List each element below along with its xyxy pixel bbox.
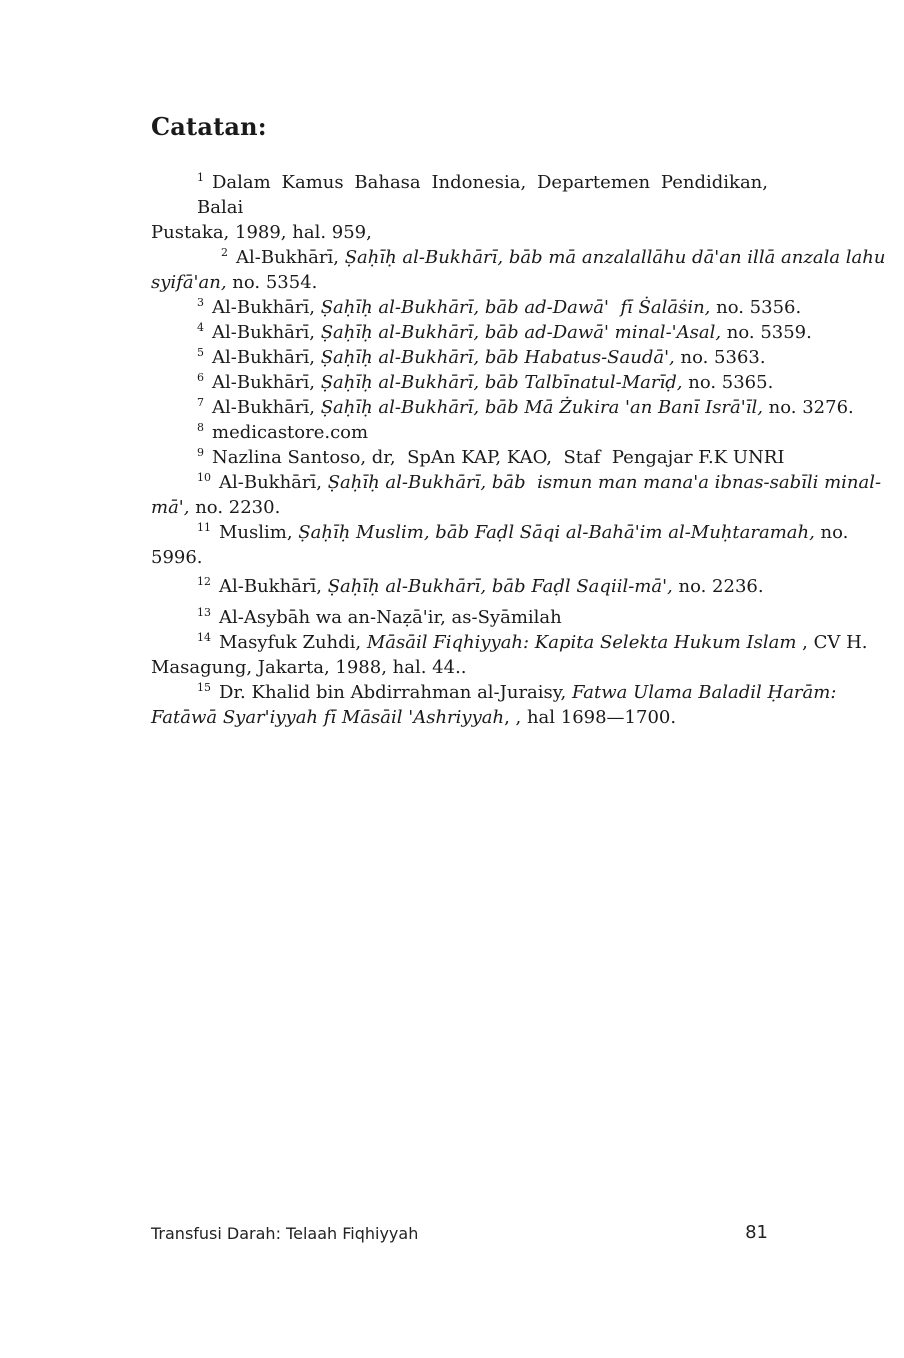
footnote-text: no. 2230. (189, 497, 281, 518)
footnote-text: no. 3276. (762, 397, 854, 418)
footnote-text: Al-Bukhārī, (212, 372, 321, 393)
footnote-title-text: Fatāwā Syar'iyyah fī Māsāil 'Ashriyyah (151, 707, 505, 728)
footnote-title-text: Ṣaḥīḥ al-Bukhārī, bāb Habatus-Saudā', (320, 347, 675, 368)
footnote-number: 5 (197, 346, 204, 359)
footnote-text: no. 5359. (721, 322, 812, 343)
footnote-line (151, 320, 812, 345)
footnote-text: Al-Bukhārī, (212, 347, 321, 368)
footnote-text: Al-Bukhārī, (212, 322, 321, 343)
footnote-12 (151, 574, 768, 599)
footnote-text: 5996. (151, 547, 203, 568)
footnote-3 (151, 295, 802, 320)
footnote-line (151, 370, 774, 395)
footnote-text: Al-Bukhārī, (236, 247, 345, 268)
footnote-number: 6 (197, 371, 204, 384)
footnote-line (151, 495, 768, 520)
page-heading: Catatan: (151, 112, 267, 141)
footnote-title-text: mā', (151, 497, 190, 518)
footnote-text: medicastore.com (212, 422, 369, 443)
footnote-4 (151, 320, 812, 345)
footnote-title-text: syifā'an, (151, 272, 227, 293)
footnote-text: no. 2236. (672, 576, 764, 597)
footnote-number: 15 (197, 681, 211, 694)
footnote-number: 13 (197, 606, 211, 619)
footnote-line (151, 655, 768, 680)
footnote-line (151, 345, 768, 370)
footnote-title-text: Ṣaḥīḥ Muslim, bāb Faḍl Sāqi al-Bahā'im al-Muḥtaramah, (298, 522, 815, 543)
footnote-line (151, 574, 768, 599)
footnote-number: 10 (197, 471, 211, 484)
footnote-text: Dr. Khalid bin Abdirrahman al-Juraisy, (219, 682, 573, 703)
footnote-line (151, 545, 768, 570)
footnote-line (151, 395, 854, 420)
footnote-line (151, 245, 886, 270)
footnote-text: , CV H. (796, 632, 868, 653)
footnote-number: 7 (197, 396, 204, 409)
footnote-line (151, 445, 785, 470)
footnote-title-text: Ṣaḥīḥ al-Bukhārī, bāb mā anzalallāhu dā'an illā anzala lahu (344, 247, 886, 268)
footnote-line (151, 680, 837, 705)
footnote-text: Al-Bukhārī, (212, 297, 321, 318)
footnote-number: 11 (197, 521, 211, 534)
footnote-text: Muslim, (219, 522, 299, 543)
footnote-line (151, 705, 768, 730)
footnote-text: Dalam Kamus Bahasa Indonesia, Departemen Pendidikan, Balai (197, 172, 768, 218)
footnote-number: 8 (197, 421, 204, 434)
footnote-line (151, 270, 768, 295)
footnote-line (151, 170, 768, 220)
footnote-text: Al-Asybāh wa an-Naẓā'ir, as-Syāmilah (219, 607, 562, 628)
footnotes-list (151, 170, 886, 730)
footnote-6 (151, 370, 774, 395)
footnote-10 (151, 470, 882, 520)
running-footer-title: Transfusi Darah: Telaah Fiqhiyyah (151, 1224, 419, 1243)
footnote-text: no. 5363. (674, 347, 766, 368)
footnote-text: Masagung, Jakarta, 1988, hal. 44.. (151, 657, 467, 678)
footnote-13 (151, 605, 768, 630)
footnote-9 (151, 445, 785, 470)
footnote-title-text: Ṣaḥīḥ al-Bukhārī, bāb Mā Żukira 'an Banī Isrā'īl, (320, 397, 763, 418)
footnote-title-text: Ṣaḥīḥ al-Bukhārī, bāb Faḍl Saqiil-mā', (327, 576, 673, 597)
footnote-line (151, 295, 802, 320)
footnote-number: 1 (197, 171, 204, 184)
footnote-5 (151, 345, 768, 370)
footnote-number: 3 (197, 296, 204, 309)
page-number: 81 (745, 1222, 768, 1243)
footnote-15 (151, 680, 837, 730)
footnote-text: no. 5365. (682, 372, 774, 393)
footnote-number: 14 (197, 631, 211, 644)
footnote-line (151, 605, 768, 630)
footnote-number: 9 (197, 446, 204, 459)
footnote-text: no. 5354. (226, 272, 318, 293)
footnote-number: 4 (197, 321, 204, 334)
footnote-line (151, 420, 768, 445)
footnote-title-text: Ṣaḥīḥ al-Bukhārī, bāb ad-Dawā' minal-'Asal, (320, 322, 722, 343)
footnote-text: Al-Bukhārī, (219, 576, 328, 597)
footnote-title-text: Fatwa Ulama Baladil Ḥarām: (572, 682, 837, 703)
footnote-14 (151, 630, 868, 680)
footnote-11 (151, 520, 849, 570)
footnote-line (151, 520, 849, 545)
footnote-line (151, 470, 882, 495)
footnote-title-text: Ṣaḥīḥ al-Bukhārī, bāb ad-Dawā' fī Ṡalāṡin, (320, 297, 711, 318)
footnote-2 (151, 245, 886, 295)
footnote-text: Al-Bukhārī, (219, 472, 328, 493)
footnote-text: Masyfuk Zuhdi, (219, 632, 367, 653)
footnote-1 (151, 170, 768, 245)
footnote-text: no. 5356. (710, 297, 802, 318)
footnote-title-text: Māsāil Fiqhiyyah: Kapita Selekta Hukum Islam (366, 632, 797, 653)
footnote-number: 2 (221, 246, 228, 259)
footnote-text: Al-Bukhārī, (212, 397, 321, 418)
footnote-number: 12 (197, 575, 211, 588)
footnote-line (151, 630, 868, 655)
footnote-text: , , hal 1698—1700. (504, 707, 677, 728)
footnote-title-text: Ṣaḥīḥ al-Bukhārī, bāb ismun man mana'a ibnas-sabīli minal- (327, 472, 882, 493)
footnote-8 (151, 420, 768, 445)
footnote-text: Pustaka, 1989, hal. 959, (151, 222, 372, 243)
footnote-text: no. (814, 522, 849, 543)
footnote-line (151, 220, 768, 245)
footnote-title-text: Ṣaḥīḥ al-Bukhārī, bāb Talbīnatul-Marīḍ, (320, 372, 683, 393)
footnote-7 (151, 395, 854, 420)
footnote-text: Nazlina Santoso, dr, SpAn KAP, KAO, Staf Pengajar F.K UNRI (212, 447, 785, 468)
